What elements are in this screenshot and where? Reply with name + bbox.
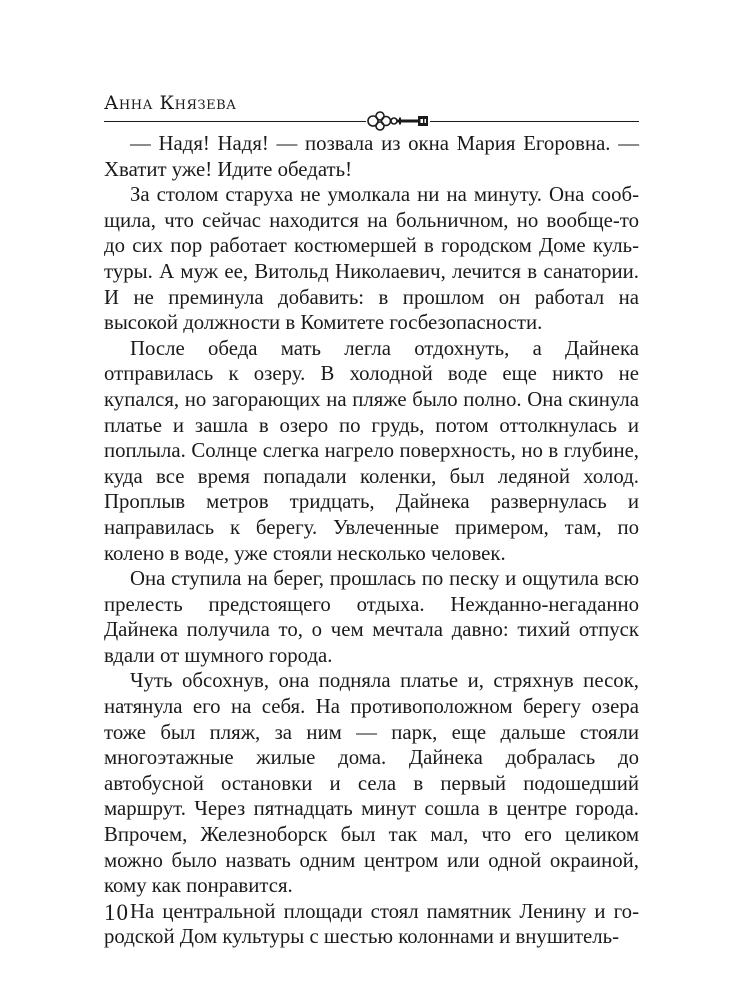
page-body <box>104 131 639 950</box>
paragraph: Она ступила на берег, прошлась по песку и ощутила всю прелесть предстоящего отдыха. Нежданно-негаданно Дайнека получила то, о чем мечтала давно: тихий отпуск вдали от шумного города. <box>104 567 639 667</box>
paragraph: На центральной площади стоял памятник Ленину и городской Дом культуры с шестью колоннами и внушитель- <box>104 899 639 949</box>
author-name: Анна Князева <box>104 92 237 114</box>
page-number: 10 <box>104 900 129 925</box>
paragraph: Чуть обсохнув, она подняла платье и, стряхнув песок, натянула его на себя. На противоположном берегу озера тоже был пляж, за ним — парк, еще дальше стояли многоэтажные жилые дома. Дайнека добралась до автобусной остановки и села в первый подошедший маршрут. Через пятнадцать минут сошла в центре города. Впрочем, Железноборск был так мал, что его целиком можно было назвать одним центром или одной окраиной, кому как понравится. <box>104 669 639 898</box>
running-header <box>104 90 639 130</box>
paragraph: За столом старуха не умолкала ни на минуту. Она сообщила, что сейчас находится на больничном, но вообще-то до сих пор работает костюмершей в городском Доме культуры. А муж ее, Витольд Николаевич, лечится в санатории. И не преминула добавить: в прошлом он работал на высокой должности в Комитете госбезопасности. <box>104 183 639 335</box>
paragraph: — Надя! Надя! — позвала из окна Мария Егоровна. — Хватит уже! Идите обедать! <box>104 132 639 181</box>
header-rule-right <box>430 121 639 122</box>
paragraph: После обеда мать легла отдохнуть, а Дайнека отправилась к озеру. В холодной воде еще никто не купался, но загорающих на пляже было полно. Она скинула платье и зашла в озеро по грудь, потом оттолкнулась и поплыла. Солнце слегка нагрело поверхность, но в глубине, куда все время попадали коленки, был ледяной холод. Проплыв метров тридцать, Дайнека развернулась и направилась к берегу. Увлеченные примером, там, по колено в воде, уже стояли несколько человек. <box>104 336 639 565</box>
header-rule-left <box>104 121 366 122</box>
